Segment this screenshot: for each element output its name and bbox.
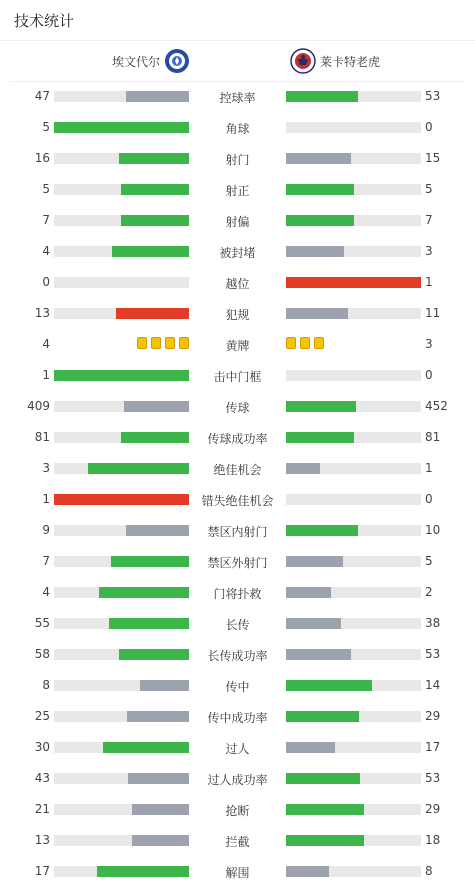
home-value: 5 [42, 120, 50, 134]
home-value: 58 [34, 647, 50, 661]
stat-row [0, 391, 475, 422]
home-bar-track [54, 91, 189, 102]
home-bar-track [54, 525, 189, 536]
stat-label: 传中 [225, 680, 250, 694]
away-bar-track [286, 463, 421, 474]
away-bar-track [286, 525, 421, 536]
away-value: 3 [425, 244, 433, 258]
stat-row [0, 701, 475, 732]
stat-row [0, 453, 475, 484]
away-value: 53 [425, 647, 441, 661]
stat-row [0, 670, 475, 701]
home-value: 21 [34, 802, 50, 816]
stat-row [0, 329, 475, 360]
home-bar-track [54, 277, 189, 288]
home-bar-track [54, 246, 189, 257]
away-bar-fill [286, 401, 356, 412]
away-bar-track [286, 804, 421, 815]
away-team-logo-icon [290, 48, 316, 74]
away-bar-track [286, 711, 421, 722]
stat-label: 禁区外射门 [207, 556, 268, 570]
home-bar-fill [116, 308, 189, 319]
away-bar-fill [286, 680, 372, 691]
home-bar-track [54, 494, 189, 505]
stat-label: 长传 [225, 618, 250, 632]
home-bar-fill [132, 835, 189, 846]
yellow-card-icon [314, 337, 324, 349]
away-value: 5 [425, 554, 433, 568]
away-value: 7 [425, 213, 433, 227]
stat-label: 射正 [225, 184, 250, 198]
away-bar-track [286, 184, 421, 195]
away-bar-fill [286, 773, 360, 784]
stat-label: 抢断 [225, 804, 250, 818]
stat-label: 击中门框 [213, 370, 262, 384]
yellow-card-icon [151, 337, 161, 349]
away-value: 18 [425, 833, 441, 847]
stat-label: 传球成功率 [207, 432, 268, 446]
home-value: 3 [42, 461, 50, 475]
home-value: 81 [34, 430, 50, 444]
away-bar-track [286, 122, 421, 133]
away-value: 11 [425, 306, 441, 320]
away-bar-track [286, 866, 421, 877]
away-bar-track [286, 153, 421, 164]
stat-label: 绝佳机会 [213, 463, 262, 477]
home-team[interactable] [112, 48, 190, 74]
away-bar-fill [286, 463, 320, 474]
header-divider [0, 40, 475, 41]
away-bar-fill [286, 618, 341, 629]
yellow-card-icon [179, 337, 189, 349]
home-bar-track [54, 804, 189, 815]
away-bar-fill [286, 742, 335, 753]
away-value: 14 [425, 678, 441, 692]
yellow-card-icon [137, 337, 147, 349]
away-bar-track [286, 742, 421, 753]
home-bar-fill [126, 525, 189, 536]
home-value: 4 [42, 585, 50, 599]
stat-label: 禁区内射门 [207, 525, 268, 539]
away-bar-fill [286, 804, 364, 815]
away-bar-track [286, 649, 421, 660]
away-bar-track [286, 432, 421, 443]
home-bar-fill [124, 401, 189, 412]
stat-label: 拦截 [225, 835, 250, 849]
home-value: 30 [34, 740, 50, 754]
home-value: 47 [34, 89, 50, 103]
away-value: 29 [425, 709, 441, 723]
away-bar-track [286, 246, 421, 257]
home-bar-track [54, 184, 189, 195]
page-title: 技术统计 [14, 12, 75, 30]
stat-label: 过人成功率 [207, 773, 268, 787]
away-bar-fill [286, 153, 351, 164]
home-bar-track [54, 463, 189, 474]
stat-label: 过人 [225, 742, 250, 756]
home-value: 43 [34, 771, 50, 785]
home-bar-fill [121, 432, 189, 443]
home-bar-track [54, 742, 189, 753]
home-bar-track [54, 308, 189, 319]
away-bar-track [286, 835, 421, 846]
home-value: 25 [34, 709, 50, 723]
away-bar-fill [286, 587, 331, 598]
away-value: 3 [425, 337, 433, 351]
stat-label: 黄牌 [225, 339, 250, 353]
away-bar-fill [286, 866, 329, 877]
home-bar-track [54, 773, 189, 784]
away-bar-track [286, 401, 421, 412]
home-bar-fill [140, 680, 189, 691]
home-value: 5 [42, 182, 50, 196]
stat-row [0, 794, 475, 825]
home-bar-fill [54, 370, 189, 381]
home-value: 16 [34, 151, 50, 165]
home-value: 9 [42, 523, 50, 537]
away-bar-fill [286, 835, 364, 846]
home-value: 13 [34, 833, 50, 847]
home-value: 13 [34, 306, 50, 320]
away-value: 1 [425, 461, 433, 475]
away-team[interactable] [290, 48, 380, 74]
home-bar-fill [121, 215, 189, 226]
away-bar-track [286, 91, 421, 102]
stat-row [0, 174, 475, 205]
stat-row [0, 267, 475, 298]
home-bar-fill [126, 91, 189, 102]
away-value: 1 [425, 275, 433, 289]
away-bar-fill [286, 556, 343, 567]
stat-label: 传球 [225, 401, 250, 415]
away-bar-fill [286, 649, 351, 660]
stat-row [0, 422, 475, 453]
away-value: 0 [425, 368, 433, 382]
home-value: 7 [42, 554, 50, 568]
away-bar-fill [286, 711, 359, 722]
home-value: 7 [42, 213, 50, 227]
stat-row [0, 608, 475, 639]
home-bar-fill [119, 649, 189, 660]
home-value: 17 [34, 864, 50, 878]
stat-row [0, 856, 475, 887]
away-bar-fill [286, 215, 354, 226]
home-bar-fill [132, 804, 189, 815]
home-bar-fill [128, 773, 189, 784]
home-bar-track [54, 866, 189, 877]
away-value: 29 [425, 802, 441, 816]
home-value: 1 [42, 368, 50, 382]
away-bar-track [286, 277, 421, 288]
away-bar-track [286, 308, 421, 319]
home-bar-fill [121, 184, 189, 195]
home-yellow-cards [137, 337, 189, 349]
away-team-name: 莱卡特老虎 [320, 54, 381, 69]
stat-label: 越位 [225, 277, 250, 291]
home-bar-fill [97, 866, 189, 877]
away-bar-track [286, 494, 421, 505]
stat-row [0, 732, 475, 763]
away-bar-fill [286, 432, 354, 443]
stat-label: 长传成功率 [207, 649, 268, 663]
stat-label: 控球率 [219, 91, 256, 105]
home-team-name: 埃文代尔 [111, 54, 160, 69]
away-yellow-cards [286, 337, 324, 349]
away-bar-track [286, 215, 421, 226]
away-value: 53 [425, 89, 441, 103]
away-bar-track [286, 370, 421, 381]
away-bar-track [286, 618, 421, 629]
home-bar-track [54, 432, 189, 443]
away-bar-track [286, 773, 421, 784]
stat-row [0, 112, 475, 143]
home-value: 409 [27, 399, 50, 413]
away-bar-fill [286, 184, 354, 195]
home-bar-fill [54, 122, 189, 133]
away-value: 452 [425, 399, 448, 413]
stat-row [0, 825, 475, 856]
stat-row [0, 763, 475, 794]
home-bar-track [54, 618, 189, 629]
home-bar-fill [112, 246, 189, 257]
away-value: 53 [425, 771, 441, 785]
home-bar-track [54, 649, 189, 660]
home-bar-fill [88, 463, 189, 474]
stat-label: 被封堵 [219, 246, 256, 260]
stat-row [0, 298, 475, 329]
home-bar-fill [127, 711, 189, 722]
home-bar-track [54, 401, 189, 412]
home-value: 4 [42, 337, 50, 351]
home-bar-fill [109, 618, 189, 629]
stat-label: 解围 [225, 866, 250, 880]
home-bar-track [54, 711, 189, 722]
home-bar-fill [54, 494, 189, 505]
stat-row [0, 236, 475, 267]
stat-row [0, 639, 475, 670]
away-value: 8 [425, 864, 433, 878]
stat-label: 角球 [225, 122, 250, 136]
away-value: 0 [425, 120, 433, 134]
away-value: 5 [425, 182, 433, 196]
home-bar-track [54, 153, 189, 164]
stat-row [0, 143, 475, 174]
home-value: 0 [42, 275, 50, 289]
stat-label: 犯规 [225, 308, 250, 322]
home-value: 4 [42, 244, 50, 258]
away-bar-fill [286, 277, 421, 288]
home-bar-fill [103, 742, 189, 753]
stat-label: 门将扑救 [213, 587, 262, 601]
away-bar-track [286, 587, 421, 598]
home-bar-track [54, 370, 189, 381]
stat-label: 传中成功率 [207, 711, 268, 725]
away-bar-fill [286, 308, 348, 319]
stat-row [0, 205, 475, 236]
home-value: 55 [34, 616, 50, 630]
teams-header [10, 44, 465, 82]
yellow-card-icon [286, 337, 296, 349]
yellow-card-icon [300, 337, 310, 349]
home-bar-track [54, 835, 189, 846]
home-bar-track [54, 587, 189, 598]
home-bar-track [54, 680, 189, 691]
away-value: 81 [425, 430, 441, 444]
stat-row [0, 484, 475, 515]
home-bar-track [54, 122, 189, 133]
away-value: 15 [425, 151, 441, 165]
away-value: 0 [425, 492, 433, 506]
stat-label: 射门 [225, 153, 250, 167]
away-bar-fill [286, 525, 358, 536]
stat-row [0, 81, 475, 112]
away-bar-track [286, 680, 421, 691]
home-team-logo-icon [164, 48, 190, 74]
stat-row [0, 546, 475, 577]
away-bar-fill [286, 246, 344, 257]
away-value: 38 [425, 616, 441, 630]
stat-label: 错失绝佳机会 [201, 494, 274, 508]
home-bar-fill [99, 587, 189, 598]
away-bar-fill [286, 91, 358, 102]
stat-row [0, 360, 475, 391]
stat-row [0, 515, 475, 546]
home-bar-track [54, 556, 189, 567]
away-value: 2 [425, 585, 433, 599]
stat-label: 射偏 [225, 215, 250, 229]
home-bar-track [54, 215, 189, 226]
home-bar-fill [111, 556, 189, 567]
home-bar-fill [119, 153, 189, 164]
away-value: 17 [425, 740, 441, 754]
away-bar-track [286, 556, 421, 567]
stat-row [0, 577, 475, 608]
yellow-card-icon [165, 337, 175, 349]
home-value: 1 [42, 492, 50, 506]
home-value: 8 [42, 678, 50, 692]
away-value: 10 [425, 523, 441, 537]
